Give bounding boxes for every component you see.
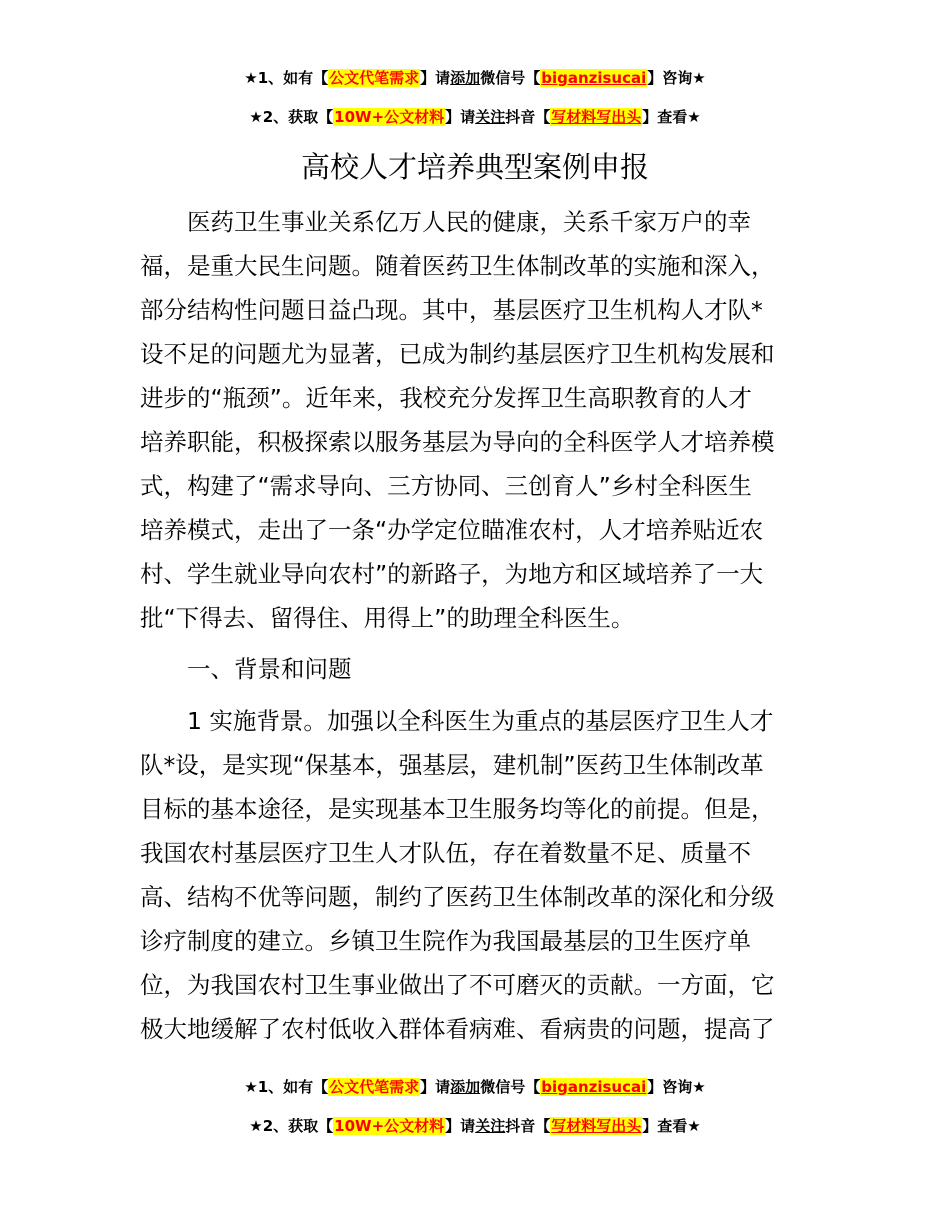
body-line: 位，为我国农村卫生事业做出了不可磨灭的贡献。一方面，它: [140, 971, 775, 999]
banner-text: 】请: [445, 1117, 476, 1135]
star-icon: ★: [249, 108, 263, 126]
body-line: 福，是重大民生问题。随着医药卫生体制改革的实施和深入，: [140, 252, 775, 280]
section-heading: 一、背景和问题: [140, 655, 352, 683]
banner-underlined-word: 关注: [475, 1117, 506, 1135]
body-line: 设不足的问题尤为显著，已成为制约基层医疗卫生机构发展和: [140, 340, 775, 368]
banner-text: 】请: [420, 69, 451, 87]
body-line: 队*设，是实现“保基本，强基层，建机制”医药卫生体制改革: [140, 751, 764, 779]
star-icon: ★: [692, 1078, 706, 1096]
body-line: 部分结构性问题日益凸现。其中，基层医疗卫生机构人才队*: [140, 296, 763, 324]
body-line: 村、学生就业导向农村”的新路子，为地方和区域培养了一大: [140, 560, 764, 588]
wechat-id: biganzisucai: [541, 1078, 647, 1096]
highlight-service: 公文代笔需求: [329, 69, 420, 87]
banner-underlined-word: 添加: [450, 69, 481, 87]
star-icon: ★: [244, 1078, 258, 1096]
body-line: 医药卫生事业关系亿万人民的健康，关系千家万户的幸: [140, 208, 751, 236]
banner-text: 微信号【: [480, 69, 541, 87]
banner-underlined-word: 添加: [450, 1078, 481, 1096]
body-line: 目标的基本途径，是实现基本卫生服务均等化的前提。但是，: [140, 795, 775, 823]
banner-text: 1、如有【: [257, 69, 329, 87]
banner-text: 抖音【: [505, 1117, 551, 1135]
banner-text: 】请: [445, 108, 476, 126]
header-banner-line-1: [0, 68, 950, 88]
highlight-materials: 10W+公文材料: [334, 108, 445, 126]
douyin-account: 写材料写出头: [551, 108, 642, 126]
star-icon: ★: [692, 69, 706, 87]
body-line: 高、结构不优等问题，制约了医药卫生体制改革的深化和分级: [140, 883, 775, 911]
star-icon: ★: [687, 108, 701, 126]
body-line: 极大地缓解了农村低收入群体看病难、看病贵的问题，提高了: [140, 1015, 775, 1043]
banner-text: 抖音【: [505, 108, 551, 126]
document-title: 高校人才培养典型案例申报: [300, 150, 649, 184]
banner-text: 】咨询: [647, 1078, 693, 1096]
highlight-materials: 10W+公文材料: [334, 1117, 445, 1135]
star-icon: ★: [244, 69, 258, 87]
banner-text: 微信号【: [480, 1078, 541, 1096]
banner-text: 2、获取【: [262, 1117, 334, 1135]
banner-text: 】查看: [642, 108, 688, 126]
header-banner-line-2: [0, 107, 950, 127]
body-line: 诊疗制度的建立。乡镇卫生院作为我国最基层的卫生医疗单: [140, 927, 751, 955]
body-line: 培养职能，积极探索以服务基层为导向的全科医学人才培养模: [140, 428, 775, 456]
banner-underlined-word: 关注: [475, 108, 506, 126]
banner-text: 】请: [420, 1078, 451, 1096]
body-line: 式，构建了“需求导向、三方协同、三创育人”乡村全科医生: [140, 472, 752, 500]
body-line: 1 实施背景。加强以全科医生为重点的基层医疗卫生人才: [140, 707, 774, 735]
body-line: 批“下得去、留得住、用得上”的助理全科医生。: [140, 604, 635, 632]
highlight-service: 公文代笔需求: [329, 1078, 420, 1096]
body-line: 培养模式，走出了一条“办学定位瞄准农村，人才培养贴近农: [140, 516, 764, 544]
footer-banner-line-1: [0, 1077, 950, 1097]
body-line: 我国农村基层医疗卫生人才队伍，存在着数量不足、质量不: [140, 839, 751, 867]
wechat-id: biganzisucai: [541, 69, 647, 87]
body-line: 进步的“瓶颈”。近年来，我校充分发挥卫生高职教育的人才: [140, 384, 752, 412]
footer-banner-line-2: [0, 1116, 950, 1136]
banner-text: 】查看: [642, 1117, 688, 1135]
banner-text: 1、如有【: [257, 1078, 329, 1096]
star-icon: ★: [687, 1117, 701, 1135]
star-icon: ★: [249, 1117, 263, 1135]
banner-text: 】咨询: [647, 69, 693, 87]
banner-text: 2、获取【: [262, 108, 334, 126]
douyin-account: 写材料写出头: [551, 1117, 642, 1135]
